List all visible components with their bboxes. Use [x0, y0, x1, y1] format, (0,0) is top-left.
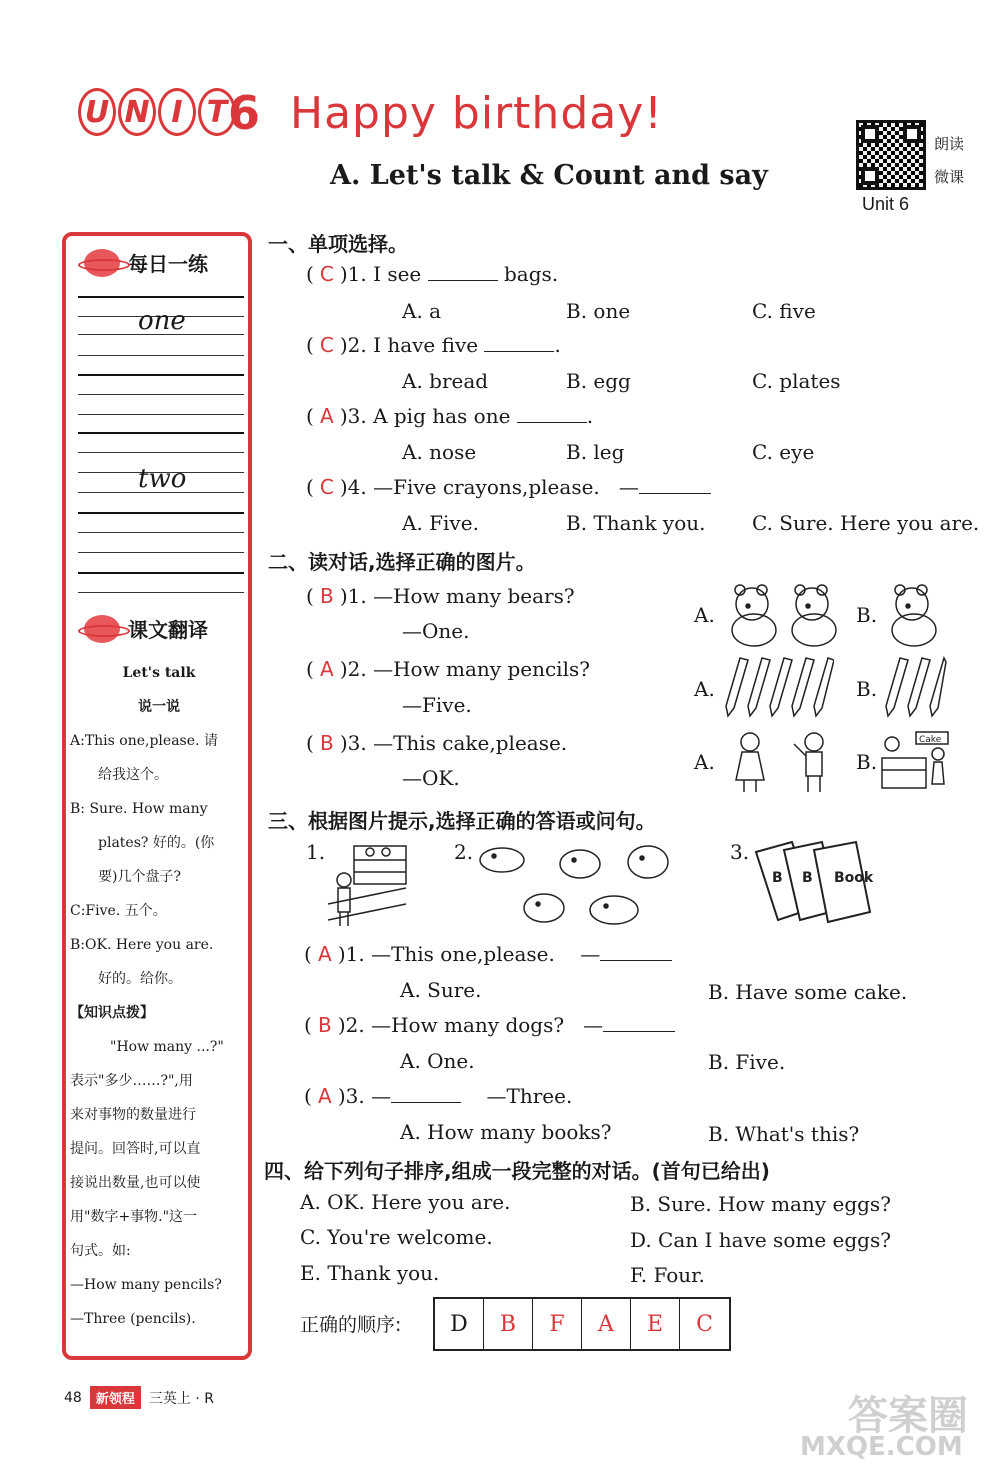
q-num: )3. — [339, 404, 367, 428]
q-stem: bags. — [503, 262, 559, 286]
option-label: B. — [856, 750, 878, 774]
tip-line: 接说出数量,也可以使 — [70, 1175, 201, 1191]
q-stem: . — [554, 333, 561, 357]
tip-line: 用"数字+事物."这一 — [70, 1209, 198, 1225]
bear-one-image[interactable] — [882, 582, 946, 650]
qr-caption: Unit 6 — [862, 194, 910, 214]
divider — [78, 572, 244, 574]
answer: C — [319, 475, 334, 499]
order-cell[interactable]: C — [696, 1311, 713, 1337]
q-stem: —How many bears? — [373, 584, 575, 608]
unit-letter: T — [198, 88, 236, 136]
translation-line: 给我这个。 — [98, 767, 168, 783]
q-stem: I have five — [373, 333, 479, 357]
option-label: A. — [694, 603, 715, 627]
part1-title: 一、单项选择。 — [268, 232, 408, 256]
translation-line: B: Sure. How many — [70, 801, 208, 817]
brand-logo: 新领程 — [90, 1386, 141, 1409]
grade-label: 三英上 · R — [148, 1390, 214, 1407]
q-num: )3. — [337, 1084, 365, 1108]
order-cell[interactable]: D — [435, 1299, 484, 1349]
option: B. Five. — [708, 1050, 786, 1074]
sentence: C. You're welcome. — [300, 1225, 493, 1249]
option-label: A. — [694, 750, 715, 774]
option: C. eye — [752, 440, 815, 464]
q-stem: —How many dogs? — [371, 1013, 565, 1037]
answer-blank[interactable] — [517, 405, 587, 423]
answer-blank[interactable] — [639, 476, 711, 494]
section-title: A. Let's talk & Count and say — [330, 160, 768, 191]
answer-blank[interactable] — [603, 1014, 675, 1032]
qr-code-icon[interactable] — [856, 120, 926, 190]
shuo-label: 说一说 — [138, 699, 180, 715]
option-label: A. — [694, 677, 715, 701]
pic-label: 3. — [730, 840, 750, 864]
q-stem: — — [583, 1013, 604, 1037]
book-label: B — [802, 870, 813, 886]
order-cell[interactable]: E — [631, 1299, 680, 1349]
translation-line: 好的。给你。 — [98, 971, 182, 987]
cake-shop-image[interactable] — [880, 728, 952, 798]
divider — [78, 432, 244, 434]
translation-body — [70, 656, 248, 1336]
translation-line: A:This one,please. 请 — [70, 733, 218, 749]
order-cell[interactable]: F — [533, 1299, 582, 1349]
book-label: Book — [834, 870, 874, 886]
question-3-2: ( B )2. —How many dogs? — — [304, 1013, 675, 1037]
sentence: D. Can I have some eggs? — [630, 1228, 891, 1252]
option: A. How many books? — [400, 1120, 612, 1144]
tip-line: —How many pencils? — [70, 1277, 222, 1293]
answer-blank[interactable] — [428, 263, 498, 281]
divider — [78, 394, 244, 395]
q-num: )2. — [337, 1013, 365, 1037]
daily-practice-title: 每日一练 — [128, 252, 208, 276]
divider — [78, 512, 244, 514]
question-1-4: ( C )4. —Five crayons,please. — — [306, 475, 711, 499]
divider — [78, 532, 244, 533]
translation-line: 要)几个盘子? — [98, 869, 181, 885]
option: C. five — [752, 299, 816, 323]
q-num: )1. — [339, 262, 367, 286]
answer: B — [319, 731, 334, 755]
q-num: )4. — [339, 475, 367, 499]
option: A. nose — [402, 440, 477, 464]
pic-label: 2. — [454, 840, 474, 864]
option: B. Have some cake. — [708, 980, 908, 1004]
answer-blank[interactable] — [600, 943, 672, 961]
page-number: 48 — [64, 1389, 82, 1406]
q-stem: —This cake,please. — [373, 731, 568, 755]
answer-blank[interactable] — [484, 334, 554, 352]
answer: B — [317, 1013, 332, 1037]
part4-title: 四、给下列句子排序,组成一段完整的对话。(首句已给出) — [264, 1159, 770, 1183]
tip-line: "How many ...?" — [110, 1039, 224, 1055]
unit-letter: N — [118, 88, 156, 136]
tip-line: 提问。回答时,可以直 — [70, 1141, 201, 1157]
order-label: 正确的顺序: — [300, 1314, 402, 1336]
option: C. plates — [752, 369, 841, 393]
watermark: MXQE.COM — [800, 1432, 963, 1462]
answer: A — [317, 1084, 332, 1108]
shop-counter-image[interactable] — [324, 838, 410, 928]
option: A. One. — [400, 1049, 475, 1073]
q-stem: —Five crayons,please. — [373, 475, 600, 499]
divider — [78, 552, 244, 553]
q-num: )1. — [337, 942, 365, 966]
q-reply: —OK. — [402, 766, 460, 790]
sentence: A. OK. Here you are. — [300, 1190, 511, 1214]
pencils-three-image[interactable] — [882, 654, 948, 720]
unit-letter: U — [78, 88, 116, 136]
cake-sign-label: Cake — [919, 735, 942, 745]
tip-title: 【知识点拨】 — [70, 1005, 154, 1021]
option: A. bread — [402, 369, 489, 393]
q-stem: —How many pencils? — [373, 657, 590, 681]
q-reply: —Five. — [402, 693, 472, 717]
answer: A — [319, 657, 334, 681]
q-stem: —Three. — [486, 1084, 573, 1108]
book-label: B — [772, 870, 783, 886]
tip-line: 句式。如: — [70, 1243, 131, 1259]
divider — [78, 414, 244, 415]
qr-lesson-label: 微课 — [934, 168, 965, 186]
divider — [78, 296, 244, 298]
sentence: F. Four. — [630, 1263, 705, 1287]
bears-two-image[interactable] — [722, 582, 846, 650]
part2-title: 二、读对话,选择正确的图片。 — [268, 550, 536, 574]
q-stem: I see — [373, 262, 422, 286]
unit-letters — [78, 88, 236, 136]
question-2-2: ( A )2. —How many pencils? — [306, 657, 590, 681]
sentence: B. Sure. How many eggs? — [630, 1192, 891, 1216]
option: A. Sure. — [400, 978, 482, 1002]
translation-title: 课文翻译 — [128, 618, 208, 642]
translation-line: C:Five. 五个。 — [70, 903, 167, 919]
option: A. Five. — [402, 511, 479, 535]
q-stem: A pig has one — [373, 404, 511, 428]
q-stem: — — [580, 942, 601, 966]
handwritten-word: one — [138, 306, 186, 336]
question-1-2: ( C )2. I have five . — [306, 333, 561, 357]
option: A. a — [402, 299, 442, 323]
footer — [64, 1386, 214, 1409]
question-2-3: ( B )3. —This cake,please. — [306, 731, 568, 755]
lets-talk-label: Let's talk — [122, 665, 196, 681]
question-2-1: ( B )1. —How many bears? — [306, 584, 575, 608]
order-cell[interactable]: B — [484, 1299, 533, 1349]
option: C. Sure. Here you are. — [752, 511, 980, 535]
answer: A — [317, 942, 332, 966]
sentence: E. Thank you. — [300, 1261, 440, 1285]
option: B. Thank you. — [566, 511, 706, 535]
unit-number: 6 — [228, 86, 261, 140]
answer: B — [319, 584, 334, 608]
answer-blank[interactable] — [391, 1085, 461, 1103]
option: B. What's this? — [708, 1122, 860, 1146]
qr-side-label — [934, 128, 974, 194]
order-cell[interactable]: A — [582, 1299, 631, 1349]
q-stem: . — [586, 404, 594, 428]
tip-line: 表示"多少……?",用 — [70, 1073, 193, 1089]
translation-line: plates? 好的。(你 — [98, 835, 215, 851]
planet-icon — [84, 615, 120, 643]
option: B. egg — [566, 369, 631, 393]
answer: C — [319, 262, 334, 286]
q-stem: —This one,please. — [371, 942, 555, 966]
question-1-1: ( C )1. I see bags. — [306, 262, 559, 286]
pic-label: 1. — [306, 840, 326, 864]
divider — [78, 355, 244, 356]
answer: C — [319, 333, 334, 357]
divider — [78, 452, 244, 453]
watermark: 答案圈 — [848, 1393, 968, 1439]
q-num: )2. — [339, 333, 367, 357]
daily-practice-header — [84, 248, 208, 277]
part3-title: 三、根据图片提示,选择正确的答语或问句。 — [268, 809, 656, 833]
planet-icon — [84, 249, 120, 277]
pencils-five-image[interactable] — [722, 654, 834, 720]
q-num: )3. — [339, 731, 367, 755]
question-1-3: ( A )3. A pig has one . — [306, 404, 594, 428]
q-reply: —One. — [402, 619, 470, 643]
question-3-3: ( A )3. — —Three. — [304, 1084, 573, 1108]
answer: A — [319, 404, 334, 428]
q-num: )1. — [339, 584, 367, 608]
order-answer-box — [433, 1297, 731, 1351]
three-books-image[interactable] — [752, 838, 892, 926]
option: B. leg — [566, 440, 625, 464]
q-stem: — — [371, 1084, 392, 1108]
five-dogs-image[interactable] — [476, 838, 688, 934]
q-num: )2. — [339, 657, 367, 681]
divider — [78, 592, 244, 593]
translation-header — [84, 614, 208, 643]
question-3-1: ( A )1. —This one,please. — — [304, 942, 672, 966]
unit-title: Happy birthday! — [290, 88, 663, 139]
q-stem: — — [618, 475, 639, 499]
option-label: B. — [856, 603, 878, 627]
tip-line: —Three (pencils). — [70, 1311, 196, 1327]
divider — [78, 374, 244, 376]
tip-line: 来对事物的数量进行 — [70, 1107, 196, 1123]
two-kids-image[interactable] — [722, 728, 844, 794]
handwritten-word: two — [138, 464, 187, 494]
translation-line: B:OK. Here you are. — [70, 937, 214, 953]
unit-letter: I — [158, 88, 196, 136]
option: B. one — [566, 299, 631, 323]
option-label: B. — [856, 677, 878, 701]
qr-read-label: 朗读 — [934, 135, 965, 153]
